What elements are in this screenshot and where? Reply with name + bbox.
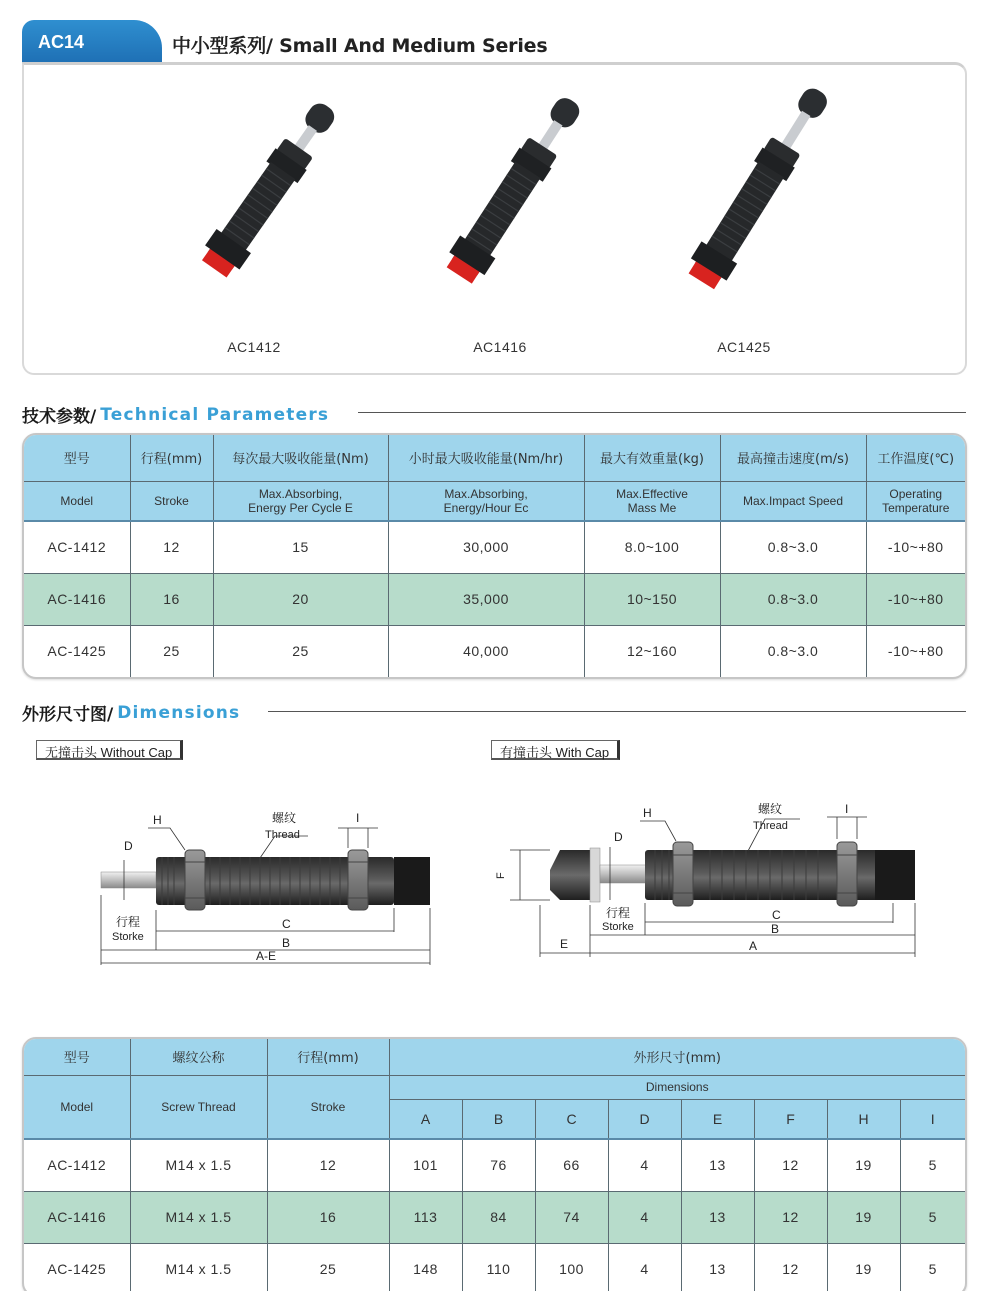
svg-text:E: E: [560, 937, 569, 951]
svg-text:Storke: Storke: [602, 921, 634, 933]
series-title: 中小型系列/ Small And Medium Series: [172, 35, 548, 57]
product-panel: [22, 62, 967, 375]
cell-temperature: -10~+80: [866, 573, 965, 625]
table-row: [24, 1243, 965, 1291]
table-row: [24, 1191, 965, 1243]
product-label: AC1425: [717, 339, 771, 355]
cell-stroke: 12: [130, 521, 213, 573]
table-row: [24, 573, 965, 625]
cell-speed: 0.8~3.0: [720, 521, 866, 573]
technical-parameters-table: [22, 433, 967, 679]
cell-a: 101: [389, 1139, 462, 1191]
cell-h: 19: [827, 1191, 900, 1243]
col-header-dimensions: 外形尺寸(mm): [389, 1039, 965, 1075]
cell-c: 74: [535, 1191, 608, 1243]
table-row: [24, 625, 965, 677]
dimension-table: [22, 1037, 967, 1291]
cell-f: 12: [754, 1191, 827, 1243]
cell-stroke: 25: [130, 625, 213, 677]
col-header-stroke: 行程(mm): [267, 1039, 389, 1075]
col-header-model: 型号: [24, 435, 130, 481]
cell-b: 84: [462, 1191, 535, 1243]
col-header-mass-en: Max.Effective Mass Me: [584, 481, 720, 521]
col-header-stroke: 行程(mm): [130, 435, 213, 481]
cell-h: 19: [827, 1243, 900, 1291]
col-header-stroke-en: Stroke: [267, 1075, 389, 1139]
series-tab: [22, 20, 162, 64]
col-header-temperature: 工作温度(℃): [866, 435, 965, 481]
col-header-energy-cycle-en: Max.Absorbing, Energy Per Cycle E: [213, 481, 388, 521]
cell-d: 4: [608, 1139, 681, 1191]
product-ac1425: [624, 65, 864, 365]
shock-absorber-image: [174, 85, 344, 325]
cell-d: 4: [608, 1243, 681, 1291]
header-row-cn: [24, 435, 965, 481]
cell-b: 76: [462, 1139, 535, 1191]
cell-e: 13: [681, 1139, 754, 1191]
cell-mass: 8.0~100: [584, 521, 720, 573]
cell-i: 5: [900, 1139, 965, 1191]
svg-text:A: A: [749, 939, 758, 953]
col-header-model-en: Model: [24, 481, 130, 521]
col-header-f: F: [754, 1099, 827, 1139]
cell-energy-hour: 40,000: [388, 625, 584, 677]
with-cap-diagram: [490, 795, 930, 965]
svg-text:D: D: [614, 830, 623, 844]
cell-model: AC-1425: [24, 625, 130, 677]
section-divider: [358, 412, 966, 413]
col-header-screw-thread: 螺纹公称: [130, 1039, 267, 1075]
table-row: [24, 521, 965, 573]
svg-text:螺纹: 螺纹: [272, 811, 297, 825]
svg-text:行程: 行程: [116, 915, 141, 929]
cell-mass: 12~160: [584, 625, 720, 677]
dimensions-heading: [22, 700, 240, 725]
svg-text:Storke: Storke: [112, 931, 144, 943]
svg-text:D: D: [124, 839, 133, 853]
cell-b: 110: [462, 1243, 535, 1291]
col-header-temperature-en: Operating Temperature: [866, 481, 965, 521]
without-cap-diagram: [90, 800, 440, 970]
cell-speed: 0.8~3.0: [720, 625, 866, 677]
svg-text:A-E: A-E: [256, 949, 277, 963]
svg-text:H: H: [643, 806, 652, 820]
dimensions-heading-cn: 外形尺寸图/: [22, 705, 114, 725]
cell-screw-thread: M14 x 1.5: [130, 1243, 267, 1291]
col-header-energy-hour: 小时最大吸收能量(Nm/hr): [388, 435, 584, 481]
header-row-en: [24, 1075, 965, 1099]
technical-heading-cn: 技术参数/: [22, 407, 97, 427]
col-header-a: A: [389, 1099, 462, 1139]
col-header-stroke-en: Stroke: [130, 481, 213, 521]
cell-energy-cycle: 20: [213, 573, 388, 625]
cell-stroke: 16: [130, 573, 213, 625]
cell-energy-cycle: 15: [213, 521, 388, 573]
col-header-e: E: [681, 1099, 754, 1139]
col-header-d: D: [608, 1099, 681, 1139]
cell-stroke: 16: [267, 1191, 389, 1243]
with-cap-label: 有撞击头 With Cap: [491, 740, 620, 760]
cell-f: 12: [754, 1243, 827, 1291]
product-label: AC1412: [227, 339, 281, 355]
cell-temperature: -10~+80: [866, 521, 965, 573]
svg-text:Thread: Thread: [265, 829, 300, 841]
svg-text:I: I: [845, 802, 849, 816]
cell-energy-hour: 35,000: [388, 573, 584, 625]
cell-screw-thread: M14 x 1.5: [130, 1191, 267, 1243]
col-header-energy-hour-en: Max.Absorbing, Energy/Hour Ec: [388, 481, 584, 521]
svg-text:行程: 行程: [606, 906, 631, 920]
cell-e: 13: [681, 1243, 754, 1291]
svg-text:Thread: Thread: [753, 820, 788, 832]
product-ac1412: [134, 65, 374, 365]
technical-heading: [22, 402, 329, 427]
technical-heading-en: Technical Parameters: [100, 404, 330, 425]
svg-text:F: F: [495, 872, 507, 879]
svg-text:螺纹: 螺纹: [758, 802, 783, 816]
header-row-cn: [24, 1039, 965, 1075]
dimensions-heading-en: Dimensions: [117, 702, 241, 723]
svg-text:I: I: [356, 811, 360, 825]
col-header-mass: 最大有效重量(kg): [584, 435, 720, 481]
cell-screw-thread: M14 x 1.5: [130, 1139, 267, 1191]
cell-c: 100: [535, 1243, 608, 1291]
col-header-c: C: [535, 1099, 608, 1139]
col-header-model: 型号: [24, 1039, 130, 1075]
cell-mass: 10~150: [584, 573, 720, 625]
product-ac1416: [380, 65, 620, 365]
cell-energy-hour: 30,000: [388, 521, 584, 573]
svg-text:B: B: [771, 922, 780, 936]
cell-model: AC-1416: [24, 1191, 130, 1243]
cell-temperature: -10~+80: [866, 625, 965, 677]
svg-text:C: C: [282, 917, 291, 931]
cell-model: AC-1416: [24, 573, 130, 625]
section-divider: [268, 711, 966, 712]
product-label: AC1416: [473, 339, 527, 355]
dim-label-h: H: [153, 813, 162, 827]
svg-text:C: C: [772, 908, 781, 922]
col-header-speed: 最高撞击速度(m/s): [720, 435, 866, 481]
cell-model: AC-1425: [24, 1243, 130, 1291]
cell-d: 4: [608, 1191, 681, 1243]
cell-speed: 0.8~3.0: [720, 573, 866, 625]
shock-absorber-image: [664, 85, 834, 325]
col-header-b: B: [462, 1099, 535, 1139]
header-row-en: [24, 481, 965, 521]
cell-i: 5: [900, 1191, 965, 1243]
col-header-screw-thread-en: Screw Thread: [130, 1075, 267, 1139]
svg-text:B: B: [282, 936, 291, 950]
shock-absorber-image: [420, 85, 590, 325]
cell-stroke: 25: [267, 1243, 389, 1291]
cell-model: AC-1412: [24, 1139, 130, 1191]
col-header-h: H: [827, 1099, 900, 1139]
cell-e: 13: [681, 1191, 754, 1243]
cell-h: 19: [827, 1139, 900, 1191]
without-cap-label: 无撞击头 Without Cap: [36, 740, 183, 760]
col-header-speed-en: Max.Impact Speed: [720, 481, 866, 521]
col-header-model-en: Model: [24, 1075, 130, 1139]
cell-stroke: 12: [267, 1139, 389, 1191]
cell-c: 66: [535, 1139, 608, 1191]
cell-energy-cycle: 25: [213, 625, 388, 677]
cell-f: 12: [754, 1139, 827, 1191]
cell-a: 113: [389, 1191, 462, 1243]
col-header-i: I: [900, 1099, 965, 1139]
cell-model: AC-1412: [24, 521, 130, 573]
cell-i: 5: [900, 1243, 965, 1291]
table-row: [24, 1139, 965, 1191]
col-header-dimensions-en: Dimensions: [389, 1075, 965, 1099]
col-header-energy-cycle: 每次最大吸收能量(Nm): [213, 435, 388, 481]
cell-a: 148: [389, 1243, 462, 1291]
series-code: AC14: [38, 32, 85, 52]
